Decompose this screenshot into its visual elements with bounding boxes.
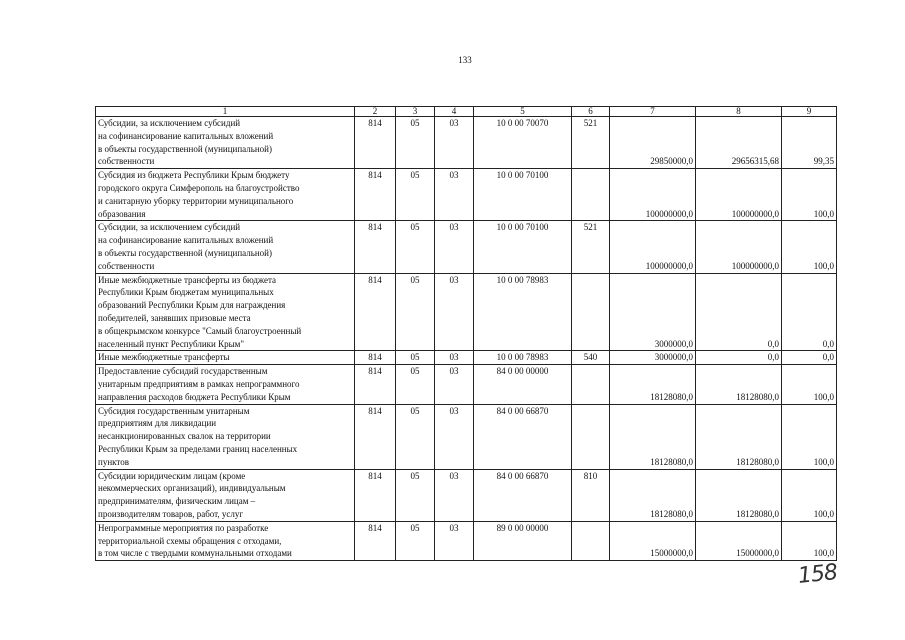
table-row (96, 404, 837, 469)
row-target-code: 10 0 00 70100 (474, 169, 572, 221)
row-percent: 100,0 (782, 521, 837, 560)
row-expense-type (572, 365, 610, 404)
row-percent: 0,0 (782, 273, 837, 351)
row-subsection: 03 (435, 117, 474, 169)
row-plan-amount: 18128080,0 (610, 469, 696, 521)
header-col-8: 8 (696, 107, 782, 117)
row-description: Иные межбюджетные трансферты (96, 351, 355, 365)
header-col-9: 9 (782, 107, 837, 117)
row-percent: 100,0 (782, 404, 837, 469)
table-row (96, 469, 837, 521)
row-executed-amount: 18128080,0 (696, 469, 782, 521)
handwritten-page-number: 158 (796, 560, 839, 589)
row-admin-code: 814 (355, 351, 396, 365)
table-row (96, 117, 837, 169)
row-admin-code: 814 (355, 404, 396, 469)
header-col-5: 5 (474, 107, 572, 117)
row-executed-amount: 0,0 (696, 273, 782, 351)
row-section: 05 (396, 351, 435, 365)
row-section: 05 (396, 365, 435, 404)
row-executed-amount: 100000000,0 (696, 169, 782, 221)
row-plan-amount: 29850000,0 (610, 117, 696, 169)
row-description: Субсидия государственным унитарным предприятиям для ликвидации несанкционированных свалок на территории Республики Крым за пределами границ населенных пунктов (96, 404, 355, 469)
row-section: 05 (396, 221, 435, 273)
row-subsection: 03 (435, 521, 474, 560)
row-target-code: 84 0 00 66870 (474, 469, 572, 521)
header-col-4: 4 (435, 107, 474, 117)
row-percent: 0,0 (782, 351, 837, 365)
row-description: Иные межбюджетные трансферты из бюджета Республики Крым бюджетам муниципальных образований Республики Крым для награждения победителей, занявших призовые места в общекрымском конкурсе "Самый благоустроенный населенный пункт Республики Крым" (96, 273, 355, 351)
row-target-code: 10 0 00 70100 (474, 221, 572, 273)
row-subsection: 03 (435, 351, 474, 365)
row-percent: 100,0 (782, 169, 837, 221)
row-description: Субсидии юридическим лицам (кроме некоммерческих организаций), индивидуальным предпринимателям, физическим лицам – производителям товаров, работ, услуг (96, 469, 355, 521)
row-target-code: 10 0 00 78983 (474, 273, 572, 351)
row-executed-amount: 18128080,0 (696, 365, 782, 404)
row-subsection: 03 (435, 169, 474, 221)
row-executed-amount: 18128080,0 (696, 404, 782, 469)
header-col-7: 7 (610, 107, 696, 117)
row-admin-code: 814 (355, 221, 396, 273)
row-description: Субсидия из бюджета Республики Крым бюджету городского округа Симферополь на благоустройство и санитарную уборку территории муниципального образования (96, 169, 355, 221)
row-subsection: 03 (435, 273, 474, 351)
header-row (96, 107, 837, 117)
page-number: 133 (458, 55, 472, 65)
table-row (96, 351, 837, 365)
table-row (96, 365, 837, 404)
row-executed-amount: 100000000,0 (696, 221, 782, 273)
row-executed-amount: 29656315,68 (696, 117, 782, 169)
row-subsection: 03 (435, 221, 474, 273)
table-row (96, 169, 837, 221)
row-admin-code: 814 (355, 521, 396, 560)
row-expense-type: 540 (572, 351, 610, 365)
row-executed-amount: 15000000,0 (696, 521, 782, 560)
row-percent: 100,0 (782, 469, 837, 521)
row-target-code: 84 0 00 66870 (474, 404, 572, 469)
row-expense-type (572, 521, 610, 560)
header-col-6: 6 (572, 107, 610, 117)
row-admin-code: 814 (355, 273, 396, 351)
row-section: 05 (396, 273, 435, 351)
row-target-code: 10 0 00 70070 (474, 117, 572, 169)
budget-table (95, 106, 837, 561)
row-percent: 99,35 (782, 117, 837, 169)
table-row (96, 221, 837, 273)
row-plan-amount: 100000000,0 (610, 169, 696, 221)
row-expense-type: 521 (572, 117, 610, 169)
row-admin-code: 814 (355, 169, 396, 221)
row-description: Субсидии, за исключением субсидий на софинансирование капитальных вложений в объекты государственной (муниципальной) собственности (96, 221, 355, 273)
row-expense-type: 810 (572, 469, 610, 521)
row-plan-amount: 18128080,0 (610, 404, 696, 469)
row-section: 05 (396, 521, 435, 560)
row-target-code: 10 0 00 78983 (474, 351, 572, 365)
row-subsection: 03 (435, 365, 474, 404)
row-plan-amount: 3000000,0 (610, 273, 696, 351)
row-section: 05 (396, 117, 435, 169)
row-plan-amount: 3000000,0 (610, 351, 696, 365)
row-target-code: 89 0 00 00000 (474, 521, 572, 560)
row-subsection: 03 (435, 469, 474, 521)
row-admin-code: 814 (355, 117, 396, 169)
row-percent: 100,0 (782, 221, 837, 273)
row-percent: 100,0 (782, 365, 837, 404)
header-col-1: 1 (96, 107, 355, 117)
table-row (96, 521, 837, 560)
header-col-2: 2 (355, 107, 396, 117)
row-description: Непрограммные мероприятия по разработке территориальной схемы обращения с отходами, в том числе с твердыми коммунальными отходами (96, 521, 355, 560)
row-admin-code: 814 (355, 365, 396, 404)
row-expense-type: 521 (572, 221, 610, 273)
row-target-code: 84 0 00 00000 (474, 365, 572, 404)
row-description: Предоставление субсидий государственным унитарным предприятиям в рамках непрограммного направления расходов бюджета Республики Крым (96, 365, 355, 404)
row-expense-type (572, 404, 610, 469)
row-subsection: 03 (435, 404, 474, 469)
row-section: 05 (396, 169, 435, 221)
row-expense-type (572, 169, 610, 221)
table-row (96, 273, 837, 351)
row-admin-code: 814 (355, 469, 396, 521)
row-plan-amount: 100000000,0 (610, 221, 696, 273)
row-plan-amount: 15000000,0 (610, 521, 696, 560)
row-expense-type (572, 273, 610, 351)
row-plan-amount: 18128080,0 (610, 365, 696, 404)
row-section: 05 (396, 469, 435, 521)
row-section: 05 (396, 404, 435, 469)
row-description: Субсидии, за исключением субсидий на софинансирование капитальных вложений в объекты государственной (муниципальной) собственности (96, 117, 355, 169)
row-executed-amount: 0,0 (696, 351, 782, 365)
header-col-3: 3 (396, 107, 435, 117)
